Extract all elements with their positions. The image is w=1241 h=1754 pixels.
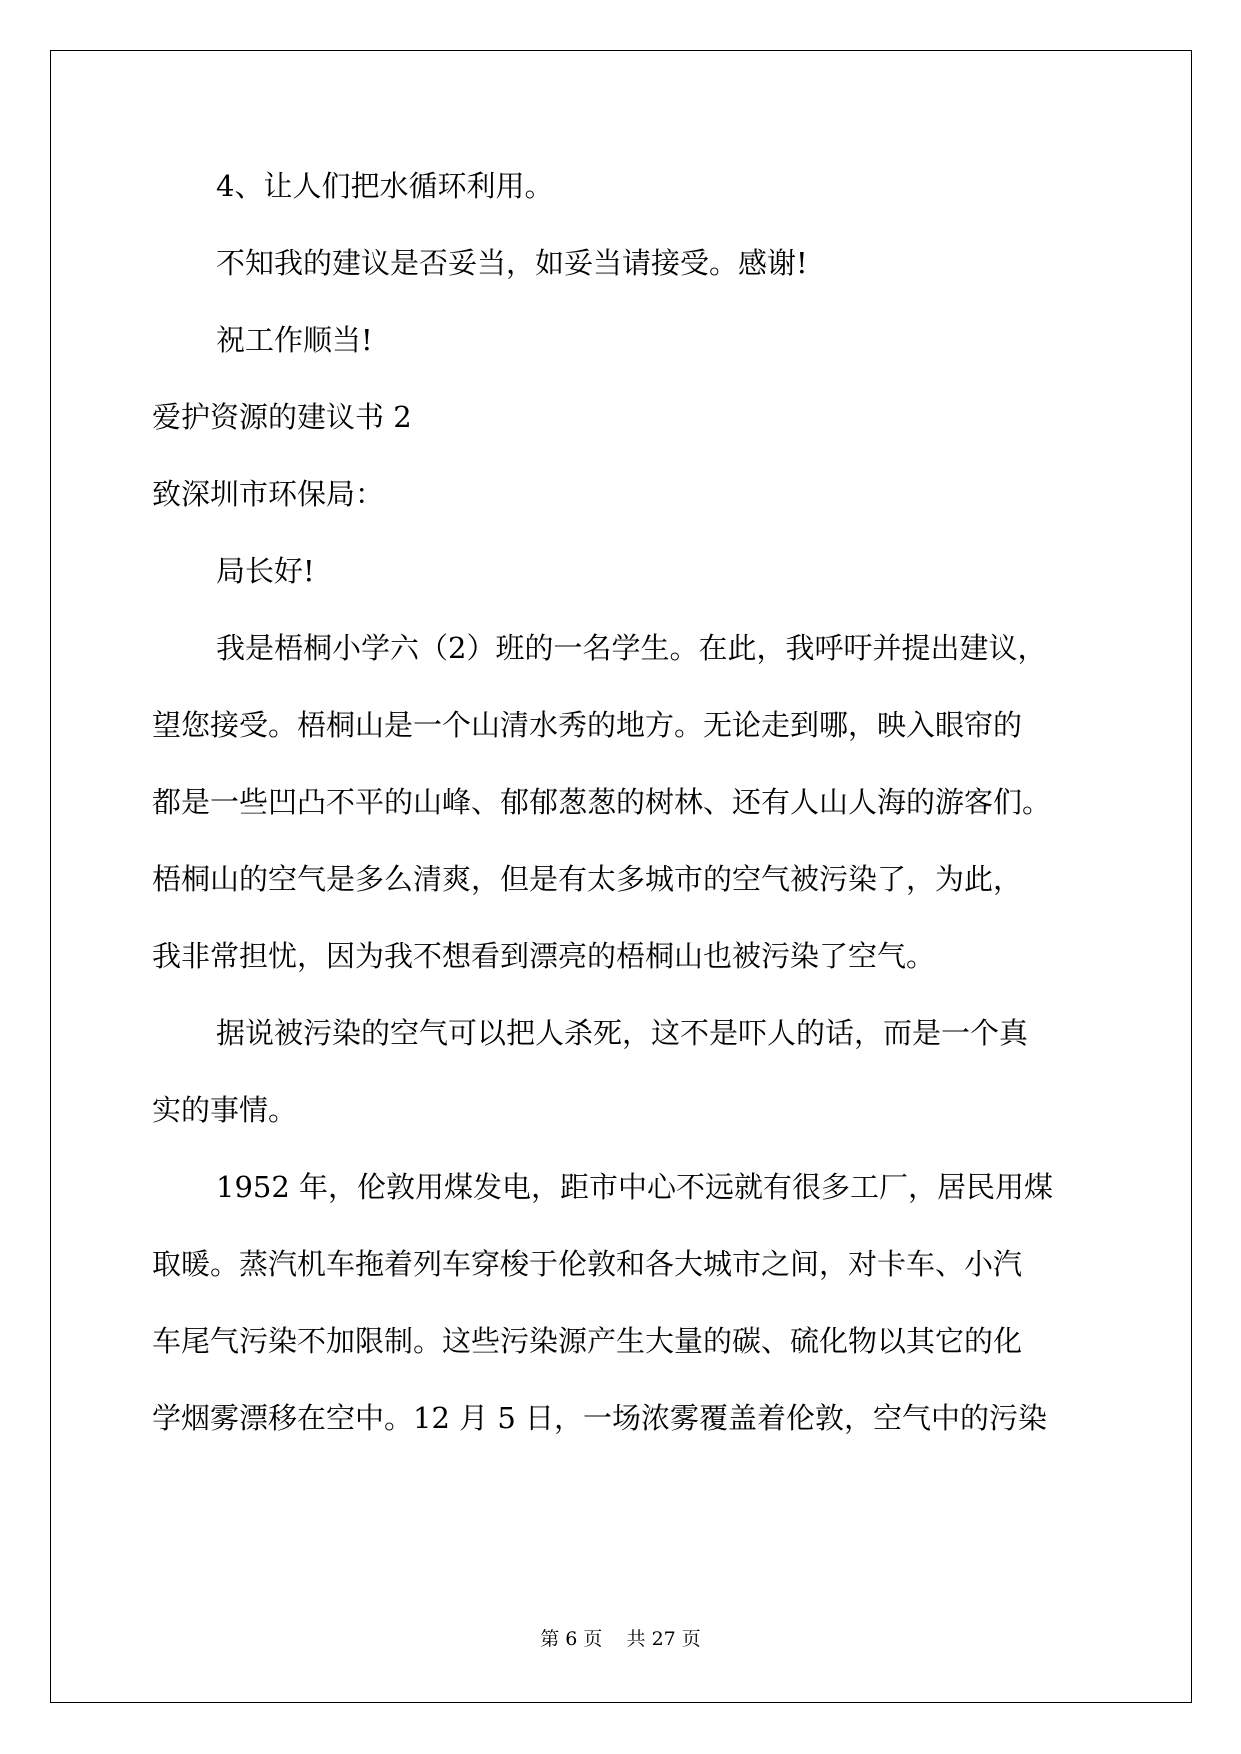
paragraph-line: 1952 年，伦敦用煤发电，距市中心不远就有很多工厂，居民用煤 — [216, 1170, 1054, 1204]
paragraph-line: 梧桐山的空气是多么清爽，但是有太多城市的空气被污染了，为此， — [152, 862, 1023, 896]
paragraph-line: 望您接受。梧桐山是一个山清水秀的地方。无论走到哪，映入眼帘的 — [152, 708, 1023, 742]
section-title: 爱护资源的建议书 2 — [152, 400, 412, 434]
paragraph-line: 实的事情。 — [152, 1093, 298, 1127]
paragraph-line: 4、让人们把水循环利用。 — [216, 169, 554, 203]
paragraph-line: 都是一些凹凸不平的山峰、郁郁葱葱的树林、还有人山人海的游客们。 — [152, 785, 1052, 819]
salutation-recipient: 致深圳市环保局： — [152, 477, 385, 511]
page-number-footer: 第 6 页 共 27 页 — [540, 1628, 701, 1650]
paragraph-line: 我非常担忧，因为我不想看到漂亮的梧桐山也被污染了空气。 — [152, 939, 936, 973]
greeting-line: 局长好! — [216, 554, 315, 588]
paragraph-line: 据说被污染的空气可以把人杀死，这不是吓人的话，而是一个真 — [216, 1016, 1029, 1050]
paragraph-line: 车尾气污染不加限制。这些污染源产生大量的碳、硫化物以其它的化 — [152, 1324, 1023, 1358]
paragraph-line: 不知我的建议是否妥当，如妥当请接受。感谢! — [216, 246, 808, 280]
document-body — [152, 166, 1122, 1475]
paragraph-line: 祝工作顺当! — [216, 323, 373, 357]
paragraph-line: 我是梧桐小学六（2）班的一名学生。在此，我呼吁并提出建议， — [216, 631, 1047, 665]
paragraph-line: 学烟雾漂移在空中。12 月 5 日，一场浓雾覆盖着伦敦，空气中的污染 — [152, 1401, 1048, 1435]
paragraph-line: 取暖。蒸汽机车拖着列车穿梭于伦敦和各大城市之间，对卡车、小汽 — [152, 1247, 1023, 1281]
